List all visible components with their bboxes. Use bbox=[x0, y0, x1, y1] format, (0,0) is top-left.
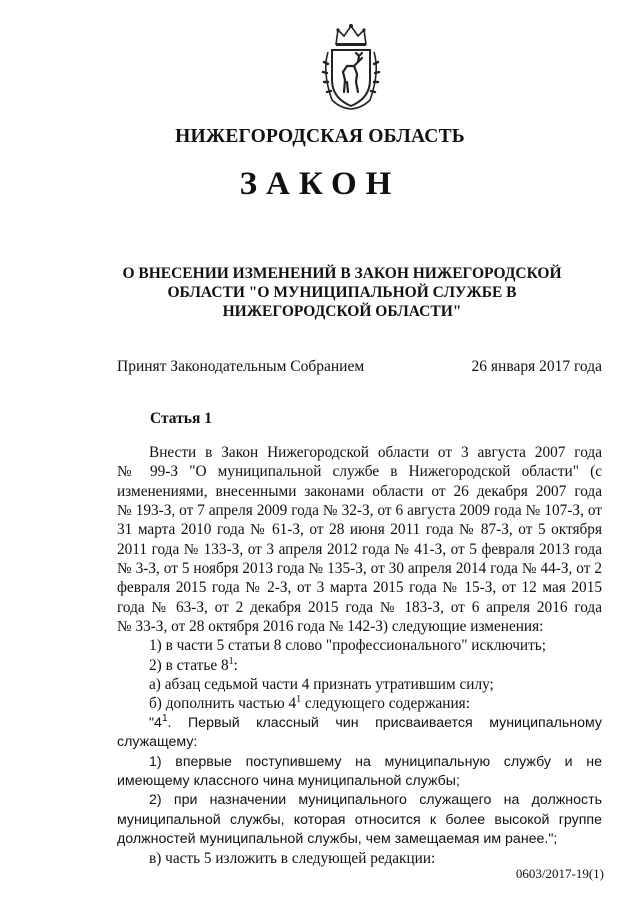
article-body bbox=[117, 443, 602, 869]
article-text-line: № 33-З, от 28 октября 2016 года № 142-З) следующие изменения: bbox=[117, 618, 544, 636]
adoption-line bbox=[117, 358, 602, 376]
quoted-text-line: 2) при назначении муниципального служащего на должность bbox=[149, 792, 602, 809]
article-text-line: февраля 2015 года № 2-З, от 3 марта 2015 года № 15-З, от 12 мая 2015 bbox=[117, 579, 602, 597]
quoted-text-line: имеющему классного чина муниципальной службы; bbox=[117, 772, 460, 789]
law-title-line: О ВНЕСЕНИИ ИЗМЕНЕНИЙ В ЗАКОН НИЖЕГОРОДСКОЙ bbox=[122, 265, 562, 282]
superscript: 1 bbox=[228, 655, 234, 667]
quoted-text-line: служащему: bbox=[117, 734, 198, 751]
amendment-item: а) абзац седьмой части 4 признать утратившим силу; bbox=[149, 676, 494, 694]
article-text-line: № 193-З, от 7 апреля 2009 года № 32-З, от 6 августа 2009 года № 107-З, от bbox=[117, 502, 602, 520]
quoted-text-line bbox=[117, 714, 602, 733]
coat-of-arms-emblem bbox=[314, 22, 388, 110]
quoted-text: . Первый классный чин присваивается муниципальному bbox=[167, 714, 602, 731]
amendment-text: следующего содержания: bbox=[301, 695, 470, 713]
quoted-text: "4 bbox=[149, 714, 162, 731]
document-type: ЗАКОН bbox=[239, 166, 401, 202]
law-title bbox=[120, 264, 564, 321]
amendment-item: 1) в части 5 статьи 8 слово "профессионального" исключить; bbox=[149, 637, 546, 655]
document-code: 0603/2017-19(1) bbox=[515, 866, 604, 881]
law-title-line: ОБЛАСТИ "О МУНИЦИПАЛЬНОЙ СЛУЖБЕ В bbox=[167, 284, 517, 301]
adoption-date: 26 января 2017 года bbox=[471, 358, 602, 375]
amendment-item bbox=[117, 694, 602, 713]
adopted-by: Принят Законодательным Собранием bbox=[117, 358, 365, 375]
quoted-text-line: 1) впервые поступившему на муниципальную службу и не bbox=[149, 753, 602, 770]
amendment-item bbox=[117, 656, 602, 675]
law-title-line: НИЖЕГОРОДСКОЙ ОБЛАСТИ" bbox=[222, 303, 462, 320]
amendment-text: б) дополнить частью 4 bbox=[149, 695, 297, 713]
amendment-item: в) часть 5 изложить в следующей редакции: bbox=[149, 850, 436, 868]
superscript: 1 bbox=[161, 712, 168, 724]
article-text-line: 31 марта 2010 года № 61-З, от 28 июня 2011 года № 87-З, от 5 октября bbox=[117, 521, 602, 539]
amendment-text: : bbox=[233, 656, 238, 674]
article-text-line: изменениями, внесенными законами области от 26 декабря 2007 года bbox=[117, 482, 602, 500]
quoted-text-line: муниципальной службы, которая относится к более высокой группе bbox=[117, 811, 602, 828]
article-heading: Статья 1 bbox=[150, 410, 212, 427]
quoted-text-line: должностей муниципальной службы, чем замещаемая им ранее."; bbox=[117, 830, 558, 847]
amendment-text: 2) в статье 8 bbox=[149, 656, 229, 674]
article-text-line: № 3-З, от 5 ноября 2013 года № 135-З, от 30 апреля 2014 года № 44-З, от 2 bbox=[117, 560, 602, 578]
superscript: 1 bbox=[296, 694, 302, 706]
article-text-line: 2011 года № 133-З, от 3 апреля 2012 года № 41-З, от 5 февраля 2013 года bbox=[117, 540, 602, 558]
article-text-line: Внести в Закон Нижегородской области от 3 августа 2007 года bbox=[149, 444, 602, 461]
region-name: НИЖЕГОРОДСКАЯ ОБЛАСТЬ bbox=[175, 126, 465, 147]
article-text-line: года № 63-З, от 2 декабря 2015 года № 183-З, от 6 апреля 2016 года bbox=[117, 598, 602, 616]
article-text-line: № 99-З "О муниципальной службе в Нижегородской области" (с bbox=[117, 463, 602, 481]
